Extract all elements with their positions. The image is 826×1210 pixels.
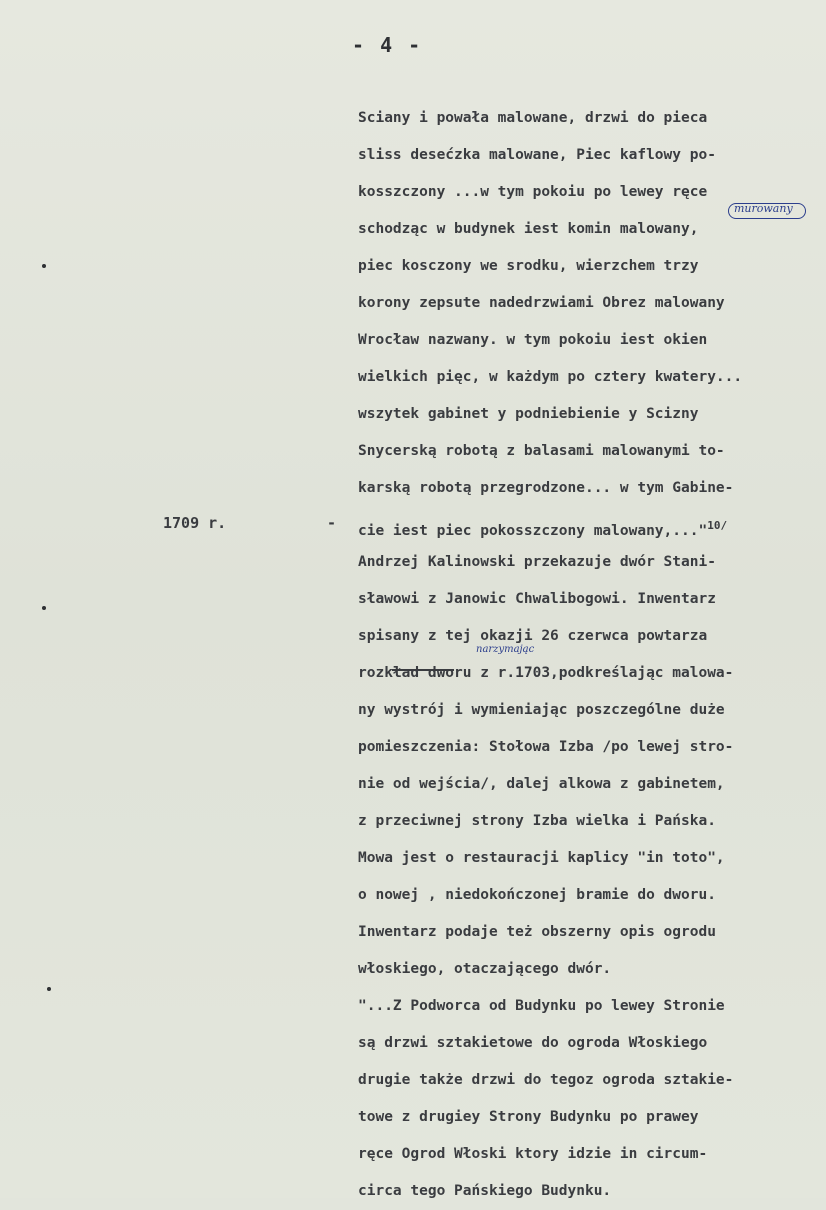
text-line: wielkich pięc, w każdym po cztery kwatery...: [358, 369, 743, 385]
text-line: ręce Ogrod Włoski ktory idzie in circum-: [358, 1146, 708, 1162]
text-line: korony zepsute nadedrzwiami Obrez malowany: [358, 295, 725, 311]
text-line: "...Z Podworca od Budynku po lewey Stronie: [358, 998, 725, 1014]
text-line: pomieszczenia: Stołowa Izba /po lewej stro-: [358, 739, 734, 755]
text-line: towe z drugiey Strony Budynku po prawey: [358, 1109, 699, 1125]
text-line: kosszczony ...w tym pokoiu po lewey ręce: [358, 184, 708, 200]
text-line: sliss desećzka malowane, Piec kaflowy po-: [358, 147, 716, 163]
handwritten-annotation: murowany: [734, 202, 793, 215]
text-line: z przeciwnej strony Izba wielka i Pańska.: [358, 813, 716, 829]
text-line: ny wystrój i wymieniając poszczególne duże: [358, 702, 725, 718]
text-line: Sciany i powała malowane, drzwi do pieca: [358, 110, 708, 126]
text-line-content: cie iest piec pokosszczony malowany,...": [358, 522, 708, 539]
footnote-reference: 10/: [707, 519, 728, 532]
text-line: wszytek gabinet y podniebienie y Scizny: [358, 406, 699, 422]
punch-hole: [47, 987, 51, 991]
body-text: [358, 100, 826, 1210]
text-line: circa tego Pańskiego Budynku.: [358, 1183, 612, 1199]
page-number: - 4 -: [352, 33, 423, 57]
text-line: piec kosczony we srodku, wierzchem trzy: [358, 258, 699, 274]
text-line: Inwentarz podaje też obszerny opis ogrodu: [358, 924, 716, 940]
text-line: nie od wejścia/, dalej alkowa z gabinetem,: [358, 776, 725, 792]
punch-hole: [42, 606, 46, 610]
text-line: o nowej , niedokończonej bramie do dworu.: [358, 887, 716, 903]
margin-dash: -: [327, 514, 337, 532]
text-line: włoskiego, otaczającego dwór.: [358, 961, 612, 977]
text-line: schodząc w budynek iest komin malowany,: [358, 221, 699, 237]
text-line: Mowa jest o restauracji kaplicy "in toto",: [358, 850, 725, 866]
punch-hole: [42, 264, 46, 268]
text-line: rozkład dworu z r.1703,podkreślając malowa-: [358, 665, 734, 681]
text-line: drugie także drzwi do tegoz ogroda sztakie-: [358, 1072, 734, 1088]
margin-date: 1709 r.: [163, 514, 227, 532]
text-line: Wrocław nazwany. w tym pokoiu iest okien: [358, 332, 708, 348]
text-line: Snycerską robotą z balasami malowanymi to-: [358, 443, 725, 459]
text-line: karską robotą przegrodzone... w tym Gabine-: [358, 480, 734, 496]
text-line: [358, 507, 826, 544]
text-line: sławowi z Janowic Chwalibogowi. Inwentarz: [358, 591, 716, 607]
text-line: Andrzej Kalinowski przekazuje dwór Stani-: [358, 554, 716, 570]
handwritten-annotation: narzymając: [476, 644, 535, 655]
text-line: spisany z tej okazji 26 czerwca powtarza: [358, 628, 708, 644]
text-line: są drzwi sztakietowe do ogroda Włoskiego: [358, 1035, 708, 1051]
